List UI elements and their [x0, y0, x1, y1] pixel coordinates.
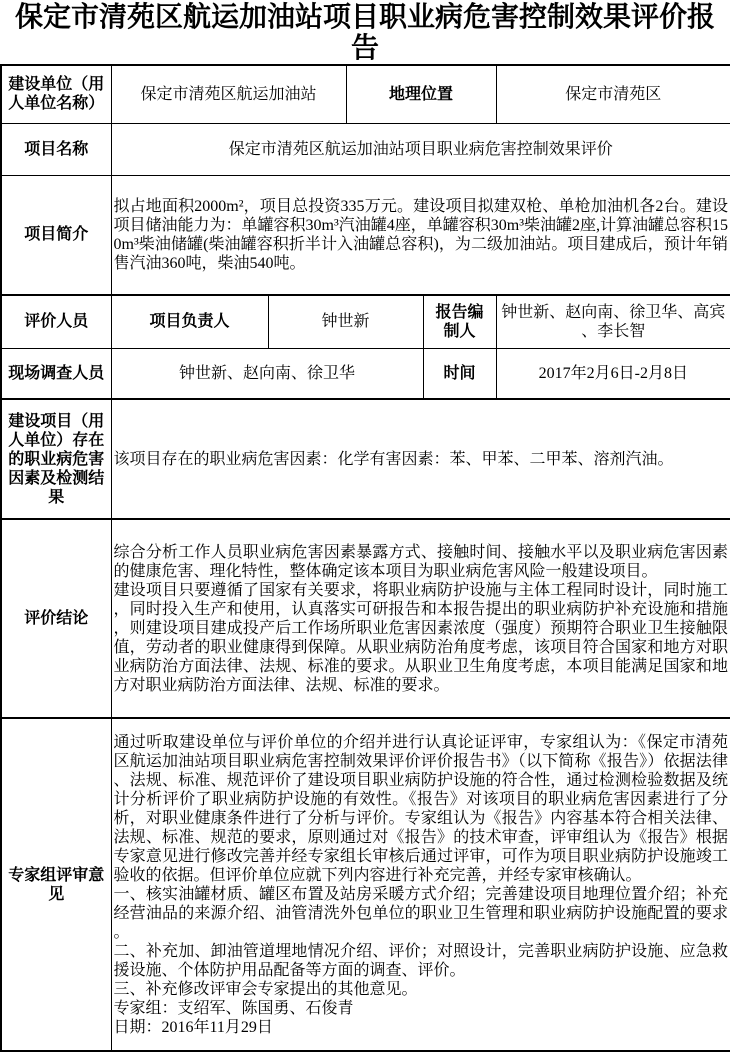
row-expert-review: [1, 718, 730, 1051]
row-evaluators: [1, 295, 730, 348]
report-table: [0, 64, 730, 1052]
project-leader-label: 项目负责人: [111, 295, 268, 348]
conclusion-paragraph-2: 建设项目只要遵循了国家有关要求，将职业病防护设施与主体工程同时设计，同时施工，同时投入生产和使用，认真落实可研报告和本报告提出的职业病防护补充设施和措施，则建设项目建成投产后工作场所职业危害因素浓度（强度）预期符合职业卫生接触限值，劳动者的职业健康得到保障。从职业病防治角度考虑，该项目符合国家和地方对职业病防治方面法律、法规、标准的要求。从职业卫生角度考虑，本项目能满足国家和地方对职业病防治方面法律、法规、标准的要求。: [113, 581, 729, 694]
report-compilers-label: 报告编制人: [423, 295, 496, 348]
expert-review-item-1: 一、核实油罐材质、罐区布置及站房采暖方式介绍；完善建设项目地理位置介绍；补充经营油品的来源介绍、油管清洗外包单位的职业卫生管理和职业病防护设施配置的要求。: [113, 885, 729, 941]
page-title: 保定市清苑区航运加油站项目职业病危害控制效果评价报告: [14, 2, 715, 64]
report-compilers-value: 钟世新、赵向南、徐卫华、高宾、李长智: [496, 295, 730, 348]
row-construction-unit: [1, 65, 730, 123]
expert-review-paragraph-1: 通过听取建设单位与评价单位的介绍并进行认真论证评审，专家组认为：《保定市清苑区航运加油站项目职业病危害控制效果评价评价报告书》（以下简称《报告》）依据法律、法规、标准、规范评价了建设项目职业病防护设施的符合性，通过检测检验数据及统计分析评价了职业病防护设施的有效性。《报告》对该项目的职业病危害因素进行了分析，对职业健康条件进行了分析与评价。专家组认为《报告》内容基本符合相关法律、法规、标准、规范的要求，原则通过对《报告》的技术审查，评审组认为《报告》根据专家意见进行修改完善并经专家组长审核后通过评审，可作为项目职业病防护设施竣工验收的依据。但评价单位应就下列内容进行补充完善，并经专家审核确认。: [113, 733, 729, 884]
expert-review-item-3: 三、补充修改评审会专家提出的其他意见。: [113, 980, 418, 998]
time-label: 时间: [423, 348, 496, 399]
time-value: 2017年2月6日-2月8日: [496, 348, 730, 399]
project-summary-value: 拟占地面积2000m²，项目总投资335万元。建设项目拟建双枪、单枪加油机各2台。建设项目储油能力为：单罐容积30m³汽油罐4座，单罐容积30m³柴油罐2座,计算油罐总容积150m³柴油储罐(柴油罐容积折半计入油罐总容积)，为二级加油站。项目建成后，预计年销售汽油360吨，柴油540吨。: [111, 175, 730, 295]
hazard-factors-label: 建设项目（用人单位）存在的职业病危害因素及检测结果: [1, 399, 111, 519]
row-project-summary: [1, 175, 730, 295]
expert-review-label: 专家组评审意见: [1, 718, 111, 1051]
expert-review-value: [111, 718, 730, 1051]
row-evaluation-conclusion: [1, 519, 730, 718]
project-summary-label: 项目简介: [1, 175, 111, 295]
hazard-factors-value: 该项目存在的职业病危害因素：化学有害因素：苯、甲苯、二甲苯、溶剂汽油。: [111, 399, 730, 519]
conclusion-paragraph-1: 综合分析工作人员职业病危害因素暴露方式、接触时间、接触水平以及职业病危害因素的健康危害、理化特性，整体确定该本项目为职业病危害风险一般建设项目。: [113, 543, 729, 580]
location-label: 地理位置: [346, 65, 496, 123]
project-name-value: 保定市清苑区航运加油站项目职业病危害控制效果评价: [111, 123, 730, 175]
location-value: 保定市清苑区: [496, 65, 730, 123]
evaluation-conclusion-value: [111, 519, 730, 718]
project-leader-value: 钟世新: [268, 295, 423, 348]
project-name-label: 项目名称: [1, 123, 111, 175]
expert-group-signature: 专家组：支绍军、陈国勇、石俊青: [113, 999, 354, 1017]
evaluators-label: 评价人员: [1, 295, 111, 348]
expert-review-item-2: 二、补充加、卸油管道埋地情况介绍、评价；对照设计，完善职业病防护设施、应急救援设施、个体防护用品配备等方面的调查、评价。: [113, 942, 729, 979]
review-date: 日期：2016年11月29日: [113, 1018, 273, 1036]
survey-personnel-label: 现场调查人员: [1, 348, 111, 399]
survey-personnel-value: 钟世新、赵向南、徐卫华: [111, 348, 423, 399]
row-project-name: [1, 123, 730, 175]
construction-unit-value: 保定市清苑区航运加油站: [111, 65, 346, 123]
row-hazard-factors: [1, 399, 730, 519]
evaluation-conclusion-label: 评价结论: [1, 519, 111, 718]
construction-unit-label: 建设单位（用人单位名称）: [1, 65, 111, 123]
row-survey-personnel: [1, 348, 730, 399]
